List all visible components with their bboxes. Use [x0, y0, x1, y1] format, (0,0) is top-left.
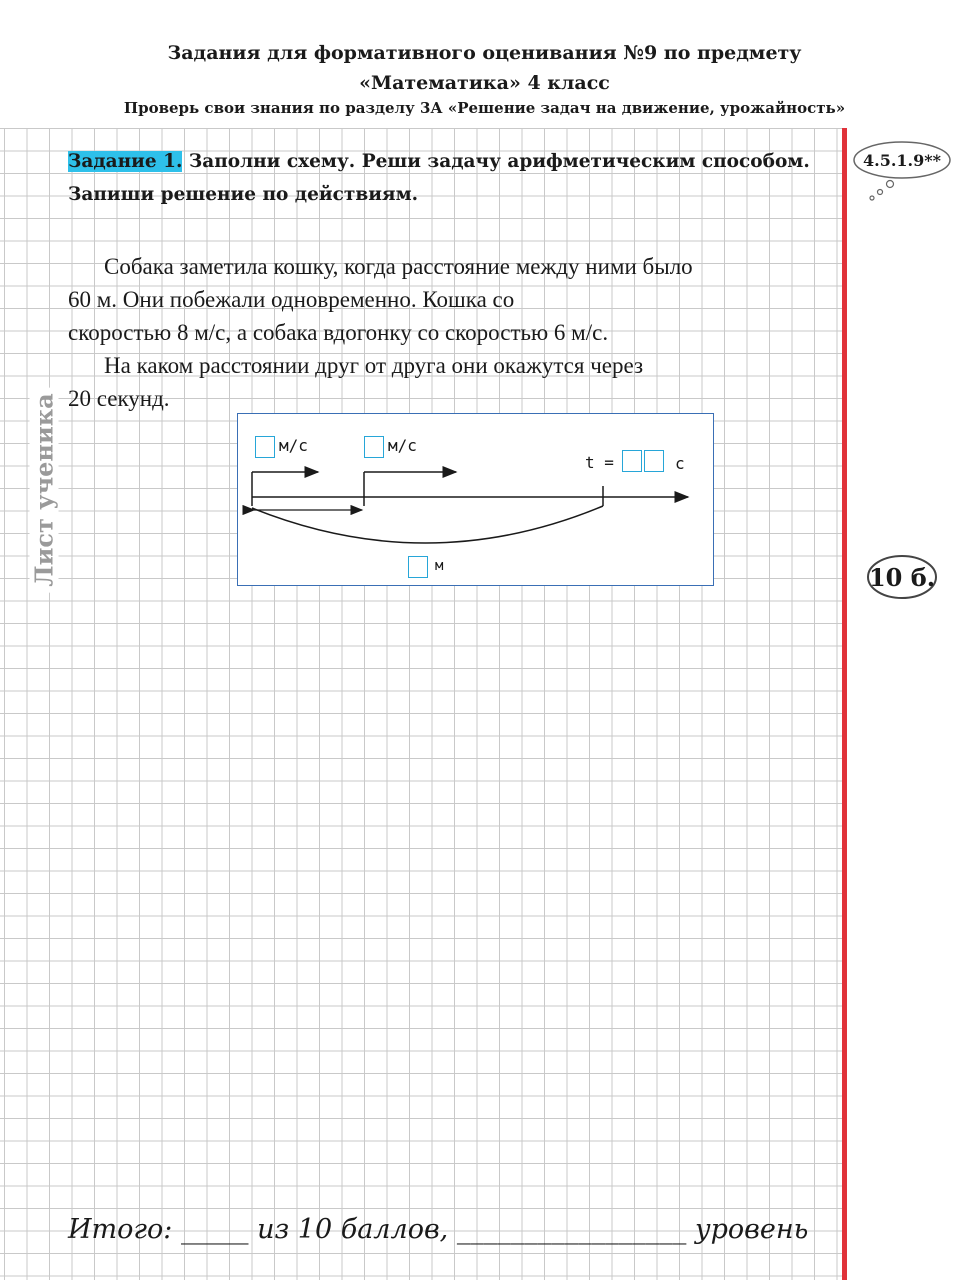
- task-number: Задание 1.: [68, 151, 183, 172]
- problem-text: [68, 250, 838, 415]
- footer-total-label: Итого:: [68, 1214, 173, 1245]
- side-label-text: Лист ученика: [30, 387, 59, 592]
- footer-level-label: уровень: [694, 1214, 809, 1245]
- final-distance-arc: [252, 506, 603, 543]
- footer-total: [68, 1214, 808, 1245]
- scheme-drawing: [238, 414, 713, 585]
- distance-unit: м: [435, 558, 444, 574]
- score-badge-shape: [864, 550, 942, 604]
- score-badge-text: 10 б.: [868, 563, 936, 592]
- problem-line-4: На каком расстоянии друг от друга они окажутся через: [104, 353, 644, 378]
- time-label: t =: [585, 453, 614, 472]
- task-instruction-2: Запиши решение по действиям.: [68, 184, 419, 205]
- problem-line-3: скоростью 8 м/с, а собака вдогонку со скоростью 6 м/с.: [68, 320, 609, 345]
- task-instruction-1: Заполни схему. Реши задачу арифметическим способом.: [182, 151, 810, 172]
- cloud-icon: [850, 140, 960, 210]
- score-badge: [864, 550, 942, 604]
- footer-level-blank[interactable]: _________________: [456, 1214, 687, 1245]
- speed-2-unit: м/с: [388, 436, 417, 455]
- header-section: Проверь свои знания по разделу 3А «Решение задач на движение, урожайность»: [123, 99, 846, 117]
- problem-line-5: 20 секунд.: [68, 386, 170, 411]
- footer-out-of: из 10 баллов,: [257, 1214, 449, 1245]
- side-label: [14, 380, 74, 600]
- footer-score-blank[interactable]: _____: [181, 1214, 249, 1245]
- distance-answer-box[interactable]: [408, 556, 428, 578]
- header-title: Задания для формативного оценивания №9 по предмету: [167, 42, 802, 64]
- time-unit: с: [675, 454, 685, 473]
- header-subject: «Математика» 4 класс: [359, 72, 610, 94]
- speed-1-unit: м/с: [279, 436, 308, 455]
- problem-line-2: 60 м. Они побежали одновременно. Кошка со: [68, 287, 515, 312]
- code-badge-text: 4.5.1.9**: [863, 151, 941, 170]
- task-title: [68, 145, 838, 211]
- problem-line-1: Собака заметила кошку, когда расстояние между ними было: [104, 254, 693, 279]
- red-margin-line: [842, 128, 847, 1280]
- motion-scheme: [237, 413, 714, 586]
- code-badge-cloud: [850, 140, 960, 210]
